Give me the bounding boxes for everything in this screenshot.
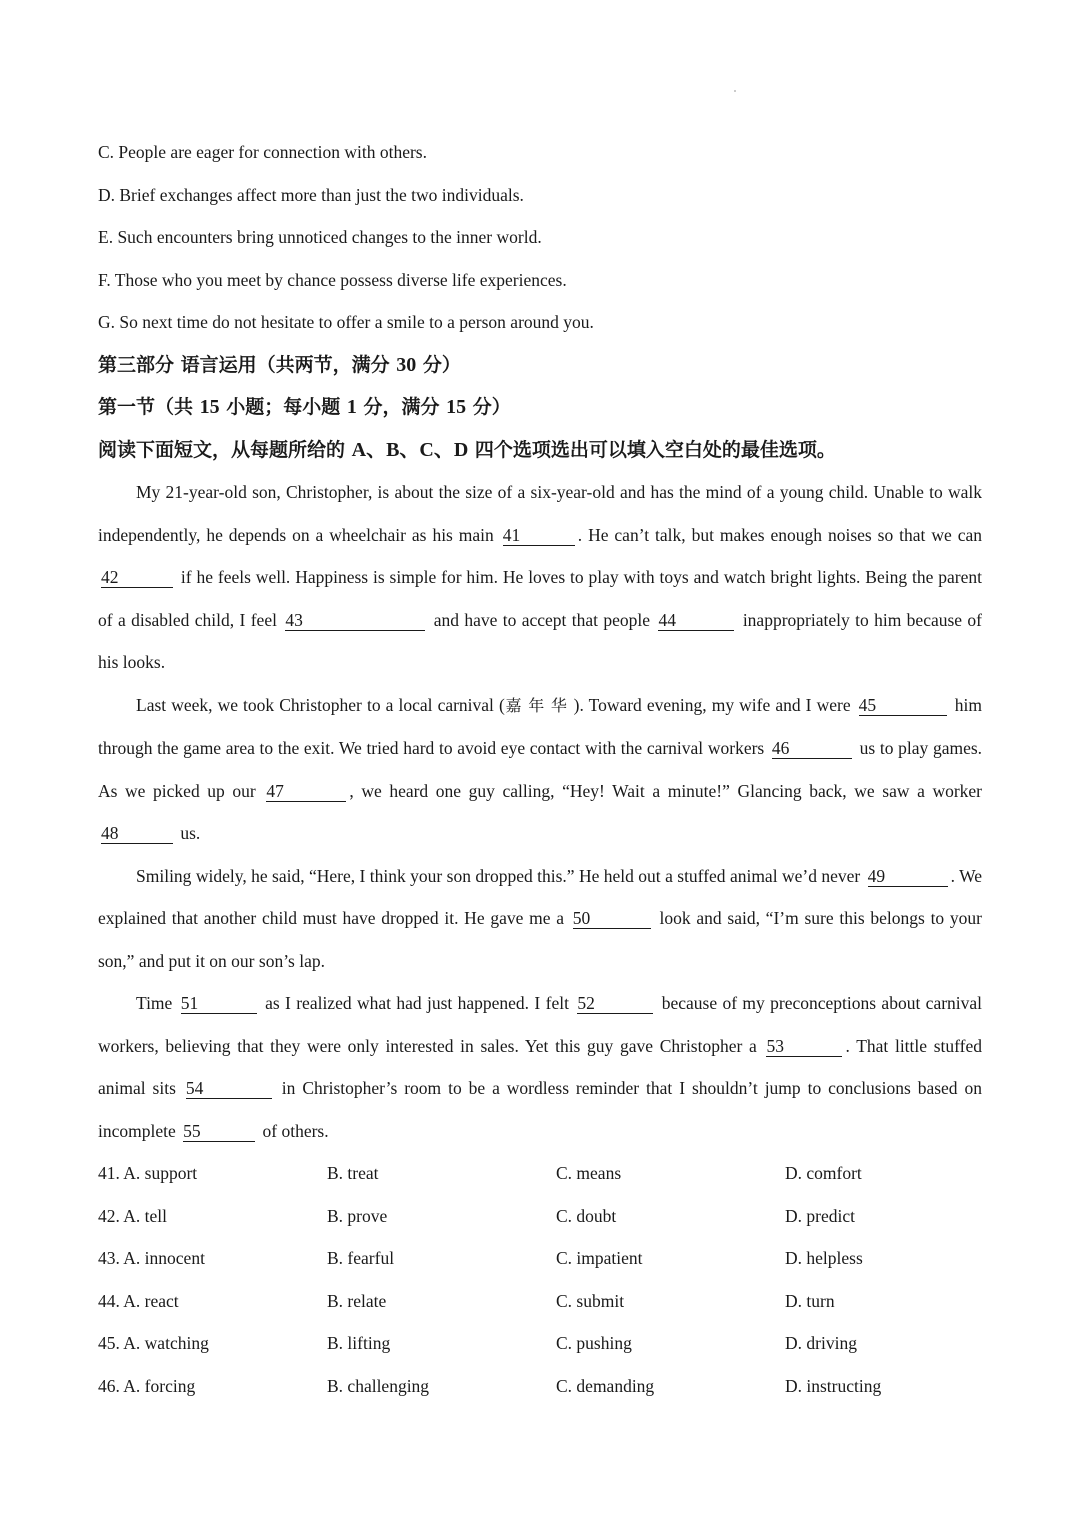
option-g: G. So next time do not hesitate to offer a smile to a person around you. — [98, 312, 594, 332]
part-three-title: 第三部分 语言运用（共两节，满分 30 分） — [98, 353, 461, 376]
blank-50[interactable]: 50 — [573, 908, 651, 929]
blank-47[interactable]: 47 — [266, 781, 346, 802]
q43-option-c[interactable]: C. impatient — [556, 1248, 643, 1268]
instruction: 阅读下面短文，从每题所给的 A、B、C、D 四个选项选出可以填入空白处的最佳选项。 — [98, 438, 836, 461]
option-f: F. Those who you meet by chance possess diverse life experiences. — [98, 269, 567, 290]
q42-option-b[interactable]: B. prove — [327, 1205, 388, 1226]
section-one-title: 第一节（共 15 小题；每小题 1 分，满分 15 分） — [98, 396, 511, 418]
q44-option-a[interactable]: 44. A. react — [98, 1290, 179, 1311]
passage-paragraph-2: Last week, we took Christopher to a local carnival (嘉年华). Toward evening, my wife and I were 45 him through the game area to the exit. We tried hard to avoid eye contact with the carnival workers 46 us to play games. As we picked up our 47 , we heard one guy calling, “Hey! Wait a minute!” Glancing back, we saw a worker 48 us. — [98, 694, 983, 843]
previous-options — [98, 131, 982, 344]
q45-option-d[interactable]: D. driving — [785, 1333, 857, 1353]
passage-paragraph-3: Smiling widely, he said, “Here, I think your son dropped this.” He held out a stuffed animal we’d never 49 . We explained that another child must have dropped it. He gave me a 50 look and said, “I’m sure this belongs to your son,” and put it on our son’s lap. — [98, 865, 983, 971]
q46-option-d[interactable]: D. instructing — [785, 1375, 882, 1396]
blank-45[interactable]: 45 — [859, 695, 947, 716]
option-d: D. Brief exchanges affect more than just the two individuals. — [98, 184, 524, 205]
blank-44[interactable]: 44 — [658, 610, 734, 631]
blank-54[interactable]: 54 — [186, 1078, 272, 1099]
stray-dot — [734, 90, 736, 92]
q46-option-c[interactable]: C. demanding — [556, 1375, 655, 1396]
q43-option-b[interactable]: B. fearful — [327, 1248, 395, 1268]
blank-51[interactable]: 51 — [181, 993, 257, 1014]
q45-option-a[interactable]: 45. A. watching — [98, 1333, 209, 1353]
q41-option-a[interactable]: 41. A. support — [98, 1163, 198, 1183]
blank-43[interactable]: 43 — [285, 610, 425, 631]
blank-49[interactable]: 49 — [868, 866, 948, 887]
exam-page — [98, 131, 982, 1407]
q44-option-c[interactable]: C. submit — [556, 1290, 625, 1311]
q43-option-a[interactable]: 43. A. innocent — [98, 1248, 205, 1268]
q42-option-d[interactable]: D. predict — [785, 1205, 855, 1226]
blank-48[interactable]: 48 — [101, 823, 173, 844]
blank-41[interactable]: 41 — [503, 525, 575, 546]
question-options — [98, 1152, 982, 1407]
passage-paragraph-1: My 21-year-old son, Christopher, is about the size of a six-year-old and has the mind of a young child. Unable to walk independently, he depends on a wheelchair as his main 41 . He can’t talk, but makes enough noises so that we can 42 if he feels well. Happiness is simple for him. He loves to play with toys and watch bright lights. Being the parent of a disabled child, I feel 43 and have to accept that people 44 inappropriately to him because of his looks. — [98, 482, 983, 672]
option-c: C. People are eager for connection with others. — [98, 142, 427, 162]
q41-option-d[interactable]: D. comfort — [785, 1163, 862, 1183]
q45-option-b[interactable]: B. lifting — [327, 1333, 391, 1353]
q41-option-c[interactable]: C. means — [556, 1163, 622, 1183]
option-e: E. Such encounters bring unnoticed changes to the inner world. — [98, 227, 542, 247]
q43-option-d[interactable]: D. helpless — [785, 1248, 863, 1268]
q45-option-c[interactable]: C. pushing — [556, 1333, 632, 1353]
blank-52[interactable]: 52 — [577, 993, 653, 1014]
q42-option-c[interactable]: C. doubt — [556, 1205, 617, 1226]
q46-option-a[interactable]: 46. A. forcing — [98, 1375, 196, 1396]
passage-paragraph-4: Time 51 as I realized what had just happened. I felt 52 because of my preconceptions about carnival workers, believing that they were only interested in sales. Yet this guy gave Christopher a 53 . That little stuffed animal sits 54 in Christopher’s room to be a wordless reminder that I shouldn’t jump to conclusions based on incomplete 55 of others. — [98, 993, 983, 1141]
q41-option-b[interactable]: B. treat — [327, 1163, 379, 1183]
blank-55[interactable]: 55 — [183, 1121, 255, 1142]
q44-option-b[interactable]: B. relate — [327, 1290, 387, 1311]
q46-option-b[interactable]: B. challenging — [327, 1375, 430, 1396]
blank-53[interactable]: 53 — [766, 1036, 842, 1057]
blank-46[interactable]: 46 — [772, 738, 852, 759]
q42-option-a[interactable]: 42. A. tell — [98, 1205, 168, 1226]
q44-option-d[interactable]: D. turn — [785, 1290, 835, 1311]
blank-42[interactable]: 42 — [101, 567, 173, 588]
